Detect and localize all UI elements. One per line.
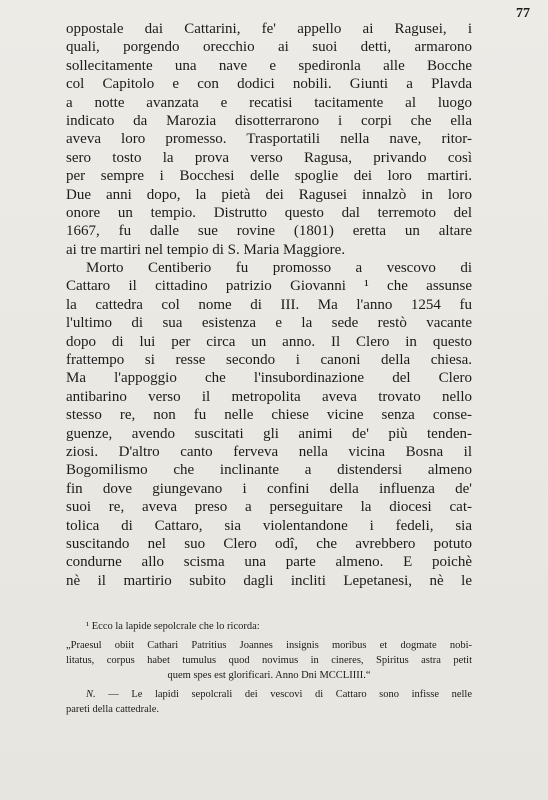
text-line: aveva loro promesso. Trasportatili nella nave, ritor-: [66, 131, 472, 148]
footnote-intro: ¹ Ecco la lapide sepolcrale che lo ricorda:: [86, 621, 260, 632]
epitaph-line: litatus, corpus habet tumulus quod novimus in cineres, Spiritus astra petit: [66, 655, 472, 666]
text-line: stesso re, non fu nelle chiese vicine senza conse-: [66, 407, 472, 424]
text-line: sollecitamente una nave e spedironla alle Bocche: [66, 57, 472, 74]
text-line: dopo di lui per circa un anno. Il Clero in questo: [66, 333, 472, 350]
epitaph-line: „Praesul obiit Cathari Patritius Joannes insignis moribus et dogmate nobi-: [66, 640, 472, 651]
text-line: Bogomilismo che inclinante a distendersi almeno: [66, 462, 472, 479]
text-line: col Capitolo e con dodici nobili. Giunti a Plavda: [66, 76, 472, 93]
text-line: frattempo si resse secondo i canoni della chiesa.: [66, 352, 472, 369]
text-line: nè il martirio subito dagli incliti Lepetanesi, nè le: [66, 572, 472, 589]
editor-note-line: [66, 687, 472, 702]
text-line: Cattaro il cittadino patrizio Giovanni ¹ che assunse: [66, 278, 472, 295]
text-line: guenze, avendo suscitati gli animi de' più tenden-: [66, 425, 472, 442]
text-line: ziosi. D'altro canto ferveva nella vicina Bosna il: [66, 443, 472, 460]
epitaph-line: quem spes est glorificari. Anno Dni MCCLIIII.“: [167, 670, 371, 681]
body-text: [66, 20, 472, 590]
text-line: onore un tempio. Distrutto questo dal terremoto del: [66, 204, 472, 221]
text-line: Due anni dopo, la pietà dei Ragusei innalzò in loro: [66, 186, 472, 203]
text-line: indicato da Marozia disotterrarono i corpi che ella: [66, 112, 472, 129]
text-line: Ma l'appoggio che l'insubordinazione del Clero: [66, 370, 472, 387]
page-number: 77: [516, 6, 530, 21]
text-line: fin dove giungevano i confini della influenza de': [66, 480, 472, 497]
editor-note-line: pareti della cattedrale.: [66, 704, 159, 715]
text-line: Morto Centiberio fu promosso a vescovo di: [86, 260, 472, 277]
text-line: condurne allo scisma una parte almeno. E poichè: [66, 554, 472, 571]
editor-note-label: N.: [86, 689, 96, 700]
text-line: l'ultimo di sua esistenza e la sede restò vacante: [66, 315, 472, 332]
text-line: a notte avanzata e recatisi tacitamente al luogo: [66, 94, 472, 111]
text-line: tolica di Cattaro, sia violentandone i fedeli, sia: [66, 517, 472, 534]
footnotes: [66, 619, 472, 717]
text-line: antibarino verso il metropolita aveva trovato nello: [66, 388, 472, 405]
text-line: ai tre martiri nel tempio di S. Maria Maggiore.: [66, 241, 346, 258]
text-line: suoi re, aveva preso a perseguitare la diocesi cat-: [66, 499, 472, 516]
text-line: 1667, fu dalle sue rovine (1801) eretta un altare: [66, 223, 472, 240]
text-line: suscitando nel suo Clero odî, che avrebbero potuto: [66, 535, 472, 552]
text-line: oppostale dai Cattarini, fe' appello ai Ragusei, i: [66, 21, 472, 37]
editor-note-text: — Le lapidi sepolcrali dei vescovi di Cattaro sono infisse nelle: [108, 689, 473, 700]
text-line: per sempre i Bocchesi delle spoglie dei loro martiri.: [66, 168, 472, 185]
text-line: quali, porgendo orecchio ai suoi detti, armarono: [66, 39, 472, 56]
text-line: sero tosto la prova verso Ragusa, privando così: [66, 149, 472, 166]
text-line: la cattedra col nome di III. Ma l'anno 1254 fu: [66, 296, 472, 313]
